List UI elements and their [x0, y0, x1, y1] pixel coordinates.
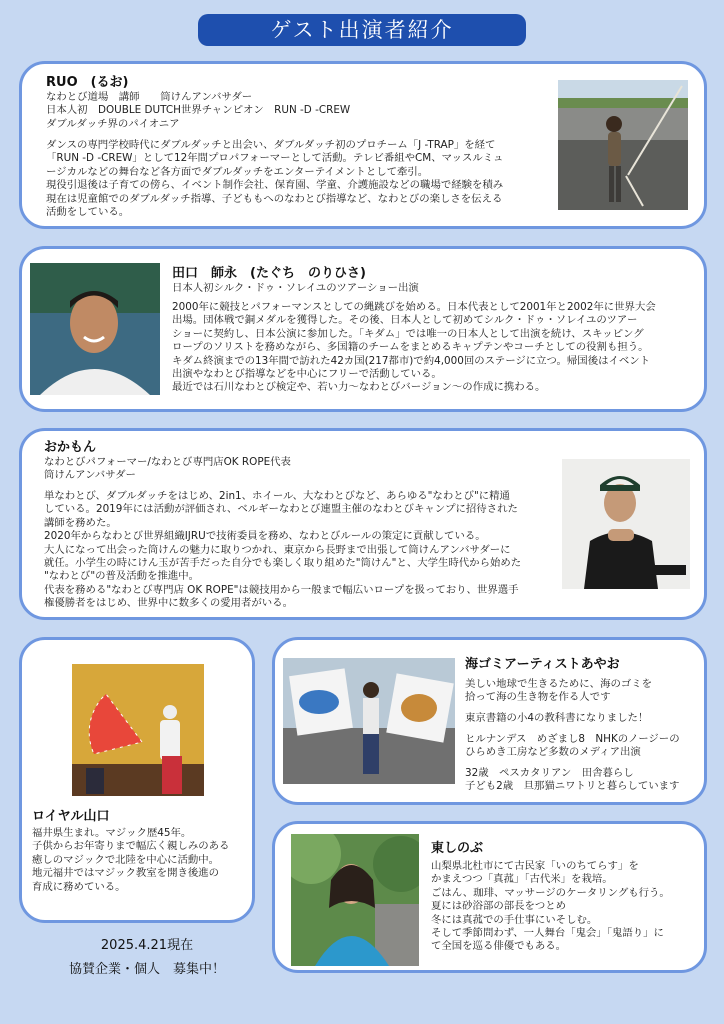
as-of-date: 2025.4.21現在 — [100, 938, 194, 953]
guest-bio: 2000年に競技とパフォーマンスとしての縄跳びを始める。日本代表として2001年と2002年に世界大会 出場。団体戦で銅メダルを獲得した。その後、日本人として初めてシルク・ドゥ・ソレイユのツアー ショーに契約し、日本公演に参加した。「キダム」では唯一の日本人として出演を続け、スキッピング ロープのソリストを務めながら、多国籍のチームをまとめるキャプテンやコーチとしての役割も担う。 キダム終演までの13年間で訪れた42カ国(217都市)で約4,000回のステージに立つ。帰国後はイベント 出演やなわとび指導などを中心にフリーで活動している。 最近では石川なわとび検定や、若い力〜なわとびバージョン〜の作成に携わる。 — [172, 301, 656, 394]
guest-bio: ダンスの専門学校時代にダブルダッチと出会い、ダブルダッチ初のプロチーム「J -TRAP」を経て 「RUN -D -CREW」として12年間プロパフォーマーとして活動。テレビ番組やCM、マッスルミュ ージカルなどの舞台など各方面でダブルダッチをエンターテイメントとして牽引。 現役引退後は子育ての傍ら、イベント制作会社、保育園、学童、介護施設などの職場で経験を積み 現在は児童館でのダブルダッチ指導、子どももへのなわとび指導など、なわとびの楽しさを伝える 活動をしている。 — [46, 139, 504, 219]
guest-bio-1: 美しい地球で生きるために、海のゴミを 拾って海の生き物を作る人です — [465, 678, 653, 704]
sponsor-recruit-text: 協賛企業・個人 募集中！ — [68, 962, 225, 977]
guest-card-okamon — [19, 428, 707, 620]
guest-bio-2: 東京書籍の小4の教科書になりました！ — [465, 712, 649, 724]
guest-card-yamaguchi — [19, 637, 255, 923]
guest-name: 東しのぶ — [431, 841, 484, 856]
guest-name: ロイヤル山口 — [32, 809, 110, 824]
guest-bio-3: ヒルナンデス めざまし8 NHKのノージーの ひらめき工房など多数のメディア出演 — [465, 733, 680, 759]
guest-photo — [291, 834, 419, 966]
guest-photo — [558, 80, 688, 210]
guest-bio-4: 32歳 ペスカタリアン 田舎暮らし 子ども2歳 旦那猫ニワトリと暮らしています — [465, 767, 680, 793]
guest-bio: 福井県生まれ。マジック歴45年。 子供からお年寄りまで幅広く親しみのある 癒しのマジックで北陸を中心に活動中。 地元福井ではマジック教室を開き後進の 育成に務めている。 — [32, 827, 230, 893]
guest-name: 田口 師永 (たぐち のりひさ) — [172, 266, 366, 281]
guest-subtitle: 日本人初シルク・ドゥ・ソレイユのツアーショー出演 — [172, 282, 419, 294]
guest-card-ayaya — [272, 637, 707, 805]
guest-photo — [72, 664, 204, 796]
guest-subtitle: なわとび道場 講師 筒けんアンバサダー 日本人初 DOUBLE DUTCH世界チャンピオン RUN -D -CREW ダブルダッチ界のパイオニア — [46, 91, 351, 130]
guest-card-ruo — [19, 61, 707, 229]
guest-card-shinobu — [272, 821, 707, 973]
guest-photo — [562, 459, 690, 589]
guest-bio: 山梨県北杜市にて古民家「いのちてらす」を かまえつつ「真菰」「古代米」を栽培。 ごはん、珈琲、マッサージのケータリングも行う。 夏には砂浴部の部長をつとめ 冬には真菰での手仕事にいそしむ。 そして季節問わず、一人舞台「鬼会」「鬼語り」に て全国を巡る俳優でもある。 — [431, 860, 670, 953]
page-title: ゲスト出演者紹介 — [198, 14, 526, 46]
guest-name: RUO (るお) — [46, 75, 129, 90]
guest-name: 海ゴミアーティストあやお — [465, 657, 620, 672]
guest-name: おかもん — [44, 440, 97, 455]
guest-photo — [283, 658, 455, 784]
guest-subtitle: なわとびパフォーマー/なわとび専門店OK ROPE代表 筒けんアンバサダー — [44, 456, 291, 482]
guest-photo — [30, 263, 160, 395]
guest-card-taguchi — [19, 246, 707, 412]
guest-bio: 単なわとび、ダブルダッチをはじめ、2in1、ホイール、大なわとびなど、あらゆる"なわとび"に精通 している。2019年には活動が評価され、ベルギーなわとび連盟主催のなわとびキャンプに招待された 講師を務めた。 2020年からなわとび世界組織IJRUで技術委員を務め、なわとびルールの策定に貢献している。 大人になって出会った筒けんの魅力に取りつかれ、東京から長野まで出張して筒けんアンバサダーに 就任。小学生の時にけん玉が苦手だった自分でも楽しく取り組めた"筒けん"と、大学生時代から始めた "なわとび"の普及活動を推進中。 代表を務める"なわとび専門店 OK ROPE"は競技用から一般まで幅広いロープを扱っており、世界選手 権優勝者をはじめ、世界中に数多くの愛用者がいる。 — [44, 490, 522, 610]
